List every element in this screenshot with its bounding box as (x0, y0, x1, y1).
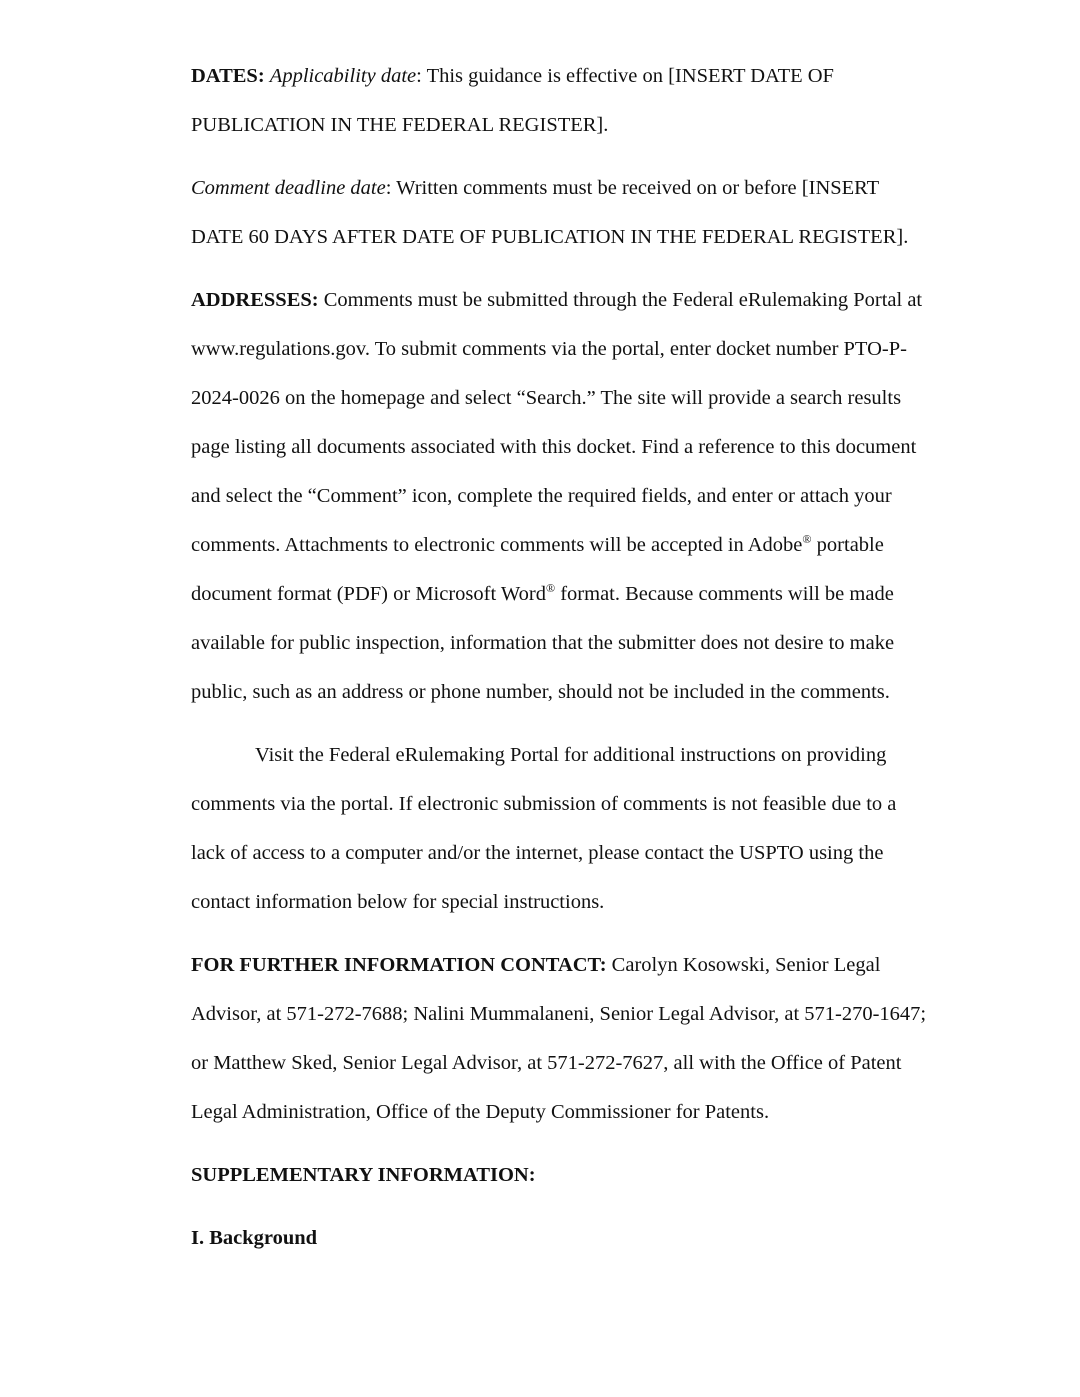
addresses-line-8: available for public inspection, information that the submitter does not desire to make (191, 632, 895, 654)
registered-mark: ® (545, 581, 556, 595)
visit-line-1: Visit the Federal eRulemaking Portal for additional instructions on providing (255, 744, 887, 766)
addresses-line-6-a: comments. Attachments to electronic comments will be accepted in Adobe (191, 534, 803, 556)
addresses-line-3: 2024-0026 on the homepage and select “Search.” The site will provide a search results (191, 387, 902, 409)
addresses-line-2: www.regulations.gov. To submit comments via the portal, enter docket number PTO-P- (191, 338, 907, 360)
comment-deadline-line-2: DATE 60 DAYS AFTER DATE OF PUBLICATION IN THE FEDERAL REGISTER]. (191, 226, 909, 248)
dates-label: DATES: (191, 65, 265, 87)
contact-text-1: Carolyn Kosowski, Senior Legal (606, 954, 881, 976)
addresses-line-1 (191, 276, 966, 325)
visit-portal-paragraph (191, 731, 966, 927)
addresses-line-6-b: portable (811, 534, 884, 556)
document-page (191, 52, 966, 1277)
dates-line-1 (191, 52, 966, 101)
addresses-paragraph (191, 276, 966, 717)
contact-line-2: Advisor, at 571-272-7688; Nalini Mummalaneni, Senior Legal Advisor, at 571-270-1647; (191, 1003, 927, 1025)
addresses-label: ADDRESSES: (191, 289, 319, 311)
contact-label: FOR FURTHER INFORMATION CONTACT: (191, 954, 607, 976)
contact-line-4: Legal Administration, Office of the Deputy Commissioner for Patents. (191, 1101, 770, 1123)
comment-deadline-label: Comment deadline date (191, 177, 386, 199)
addresses-line-7-b: format. Because comments will be made (555, 583, 894, 605)
applicability-date-text: : This guidance is effective on [INSERT DATE OF (416, 65, 834, 87)
dates-line-2: PUBLICATION IN THE FEDERAL REGISTER]. (191, 114, 609, 136)
registered-mark: ® (802, 532, 812, 546)
supplementary-heading: SUPPLEMENTARY INFORMATION: (191, 1164, 536, 1186)
comment-deadline-line-1 (191, 164, 966, 213)
addresses-line-7 (191, 570, 966, 619)
addresses-line-7-a: document format (PDF) or Microsoft Word (191, 583, 546, 605)
visit-line-4: contact information below for special instructions. (191, 891, 605, 913)
addresses-line-4: page listing all documents associated with this docket. Find a reference to this document (191, 436, 917, 458)
comment-deadline-text: : Written comments must be received on or before [INSERT (385, 177, 880, 199)
addresses-text-1: Comments must be submitted through the Federal eRulemaking Portal at (318, 289, 923, 311)
addresses-line-6 (191, 521, 966, 570)
contact-paragraph (191, 941, 966, 1137)
applicability-date-label: Applicability date (269, 65, 417, 87)
contact-line-3: or Matthew Sked, Senior Legal Advisor, at 571-272-7627, all with the Office of Patent (191, 1052, 902, 1074)
background-heading: I. Background (191, 1227, 318, 1249)
visit-line-3: lack of access to a computer and/or the internet, please contact the USPTO using the (191, 842, 884, 864)
visit-line-2: comments via the portal. If electronic submission of comments is not feasible due to a (191, 793, 897, 815)
dates-applicability-paragraph (191, 52, 966, 150)
contact-line-1 (191, 941, 966, 990)
comment-deadline-paragraph (191, 164, 966, 262)
addresses-line-5: and select the “Comment” icon, complete the required fields, and enter or attach your (191, 485, 892, 507)
addresses-line-9: public, such as an address or phone number, should not be included in the comments. (191, 681, 890, 703)
